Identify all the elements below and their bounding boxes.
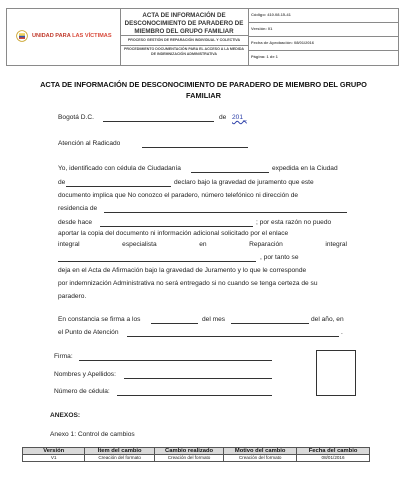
- year-field[interactable]: 201_: [232, 114, 247, 121]
- p1-line5b: ; por esta razón no puedo: [256, 219, 332, 226]
- logo-text: UNIDAD PARA LAS VÍCTIMAS: [32, 33, 112, 39]
- header-page: Página: 1 de 1: [251, 54, 278, 59]
- signature-blank[interactable]: [79, 360, 272, 361]
- residence-blank[interactable]: [104, 212, 347, 213]
- header-version: Versión: 01: [251, 26, 273, 31]
- p1-line1b: expedida en la Ciudad: [272, 165, 338, 172]
- col-reason: Motivo del cambio: [224, 448, 297, 455]
- radicado-blank[interactable]: [142, 147, 248, 148]
- p2-line1a: En constancia se firma a los: [58, 316, 141, 323]
- table-header-row: [23, 448, 370, 455]
- id-number-label: Número de cédula:: [54, 388, 110, 395]
- date-de-label: de: [219, 114, 227, 121]
- header-approval-date: Fecha de Aprobación: 08/01/2016: [251, 40, 314, 45]
- col-item: Ítem del cambio: [85, 448, 154, 455]
- city-blank[interactable]: [66, 186, 171, 187]
- day-blank[interactable]: [151, 323, 198, 324]
- p1-line9: deja en el Acta de Afirmación bajo la gravedad de Juramento y lo que le corresponde: [58, 267, 307, 274]
- signature-label: Firma:: [54, 353, 73, 360]
- month-blank[interactable]: [231, 323, 309, 324]
- col-date: Fecha del cambio: [297, 448, 370, 455]
- p1-line4a: residencia de: [58, 205, 98, 212]
- p1-line10: por indemnización Administrativa no será entregado si no cuando se tenga certeza de su: [58, 280, 318, 287]
- p1-line6: aportar la copia del documento ni información adicional solicitado por el enlace: [58, 230, 289, 237]
- p1-line3: documento implica que No conozco el paradero, número telefónico ni dirección de: [58, 192, 299, 199]
- p2-line2b: .: [341, 329, 343, 336]
- p1-line1a: Yo, identificado con cédula de Ciudadanía: [58, 165, 181, 172]
- annexes-heading: ANEXOS:: [50, 412, 81, 419]
- attention-label: Atención al Radicado: [58, 140, 121, 147]
- header-right: [248, 9, 398, 65]
- fingerprint-box: [316, 350, 356, 396]
- table-row: [23, 455, 370, 462]
- change-control-table: [22, 447, 370, 462]
- victims-unit-logo-icon: [16, 30, 28, 42]
- city-label: Bogotá D.C.: [58, 114, 94, 121]
- col-change: Cambio realizado: [154, 448, 223, 455]
- p1-line11: paradero.: [58, 293, 87, 300]
- name-label: Nombres y Apellidos:: [54, 371, 116, 378]
- p2-line1c: del año, en: [311, 316, 344, 323]
- p2-line1b: del mes: [202, 316, 226, 323]
- p1-line2a: de: [58, 179, 66, 186]
- cell-date: 08/01/2016: [297, 455, 370, 462]
- specialist-blank[interactable]: [58, 261, 256, 262]
- p1-line7: integral especialista en Reparación integral: [58, 241, 347, 248]
- header-procedure: PROCEDIMIENTO DOCUMENTACIÓN PARA EL ACCESO A LA MEDIDA DE INDEMNIZACIÓN ADMINISTRATIVA: [123, 47, 245, 56]
- cell-item: Creación del formato: [85, 455, 154, 462]
- p1-line5a: desde hace: [58, 219, 93, 226]
- header-process: PROCESO GESTIÓN DE REPARACIÓN INDIVIDUAL Y COLECTIVA: [127, 38, 241, 42]
- header-middle: [120, 9, 249, 65]
- logo-cell: [7, 9, 121, 65]
- attention-point-blank[interactable]: [127, 336, 339, 337]
- p1-line2b: declaro bajo la gravedad de juramento que este: [174, 179, 314, 186]
- header-title: ACTA DE INFORMACIÓN DE DESCONOCIMIENTO DE PARADERO DE MIEMBRO DEL GRUPO FAMILIAR: [124, 12, 244, 35]
- since-blank[interactable]: [100, 226, 253, 227]
- date-blank[interactable]: [103, 121, 214, 122]
- p1-line8b: , por tanto se: [260, 254, 299, 261]
- name-blank[interactable]: [124, 378, 272, 379]
- cell-version: V1: [23, 455, 85, 462]
- p2-line2a: el Punto de Atención: [58, 329, 119, 336]
- col-version: Versión: [23, 448, 85, 455]
- document-header: [6, 8, 399, 66]
- cedula-blank[interactable]: [191, 172, 269, 173]
- cell-change: Creación del formato: [154, 455, 223, 462]
- id-number-blank[interactable]: [117, 395, 272, 396]
- document-title: ACTA DE INFORMACIÓN DE DESCONOCIMIENTO DE PARADERO DE MIEMBRO DEL GRUPO FAMILIAR: [40, 80, 367, 100]
- cell-reason: Creación del formato: [224, 455, 297, 462]
- header-code: Código: 410.08.15-41: [251, 12, 291, 17]
- annex1-label: Anexo 1: Control de cambios: [50, 431, 135, 438]
